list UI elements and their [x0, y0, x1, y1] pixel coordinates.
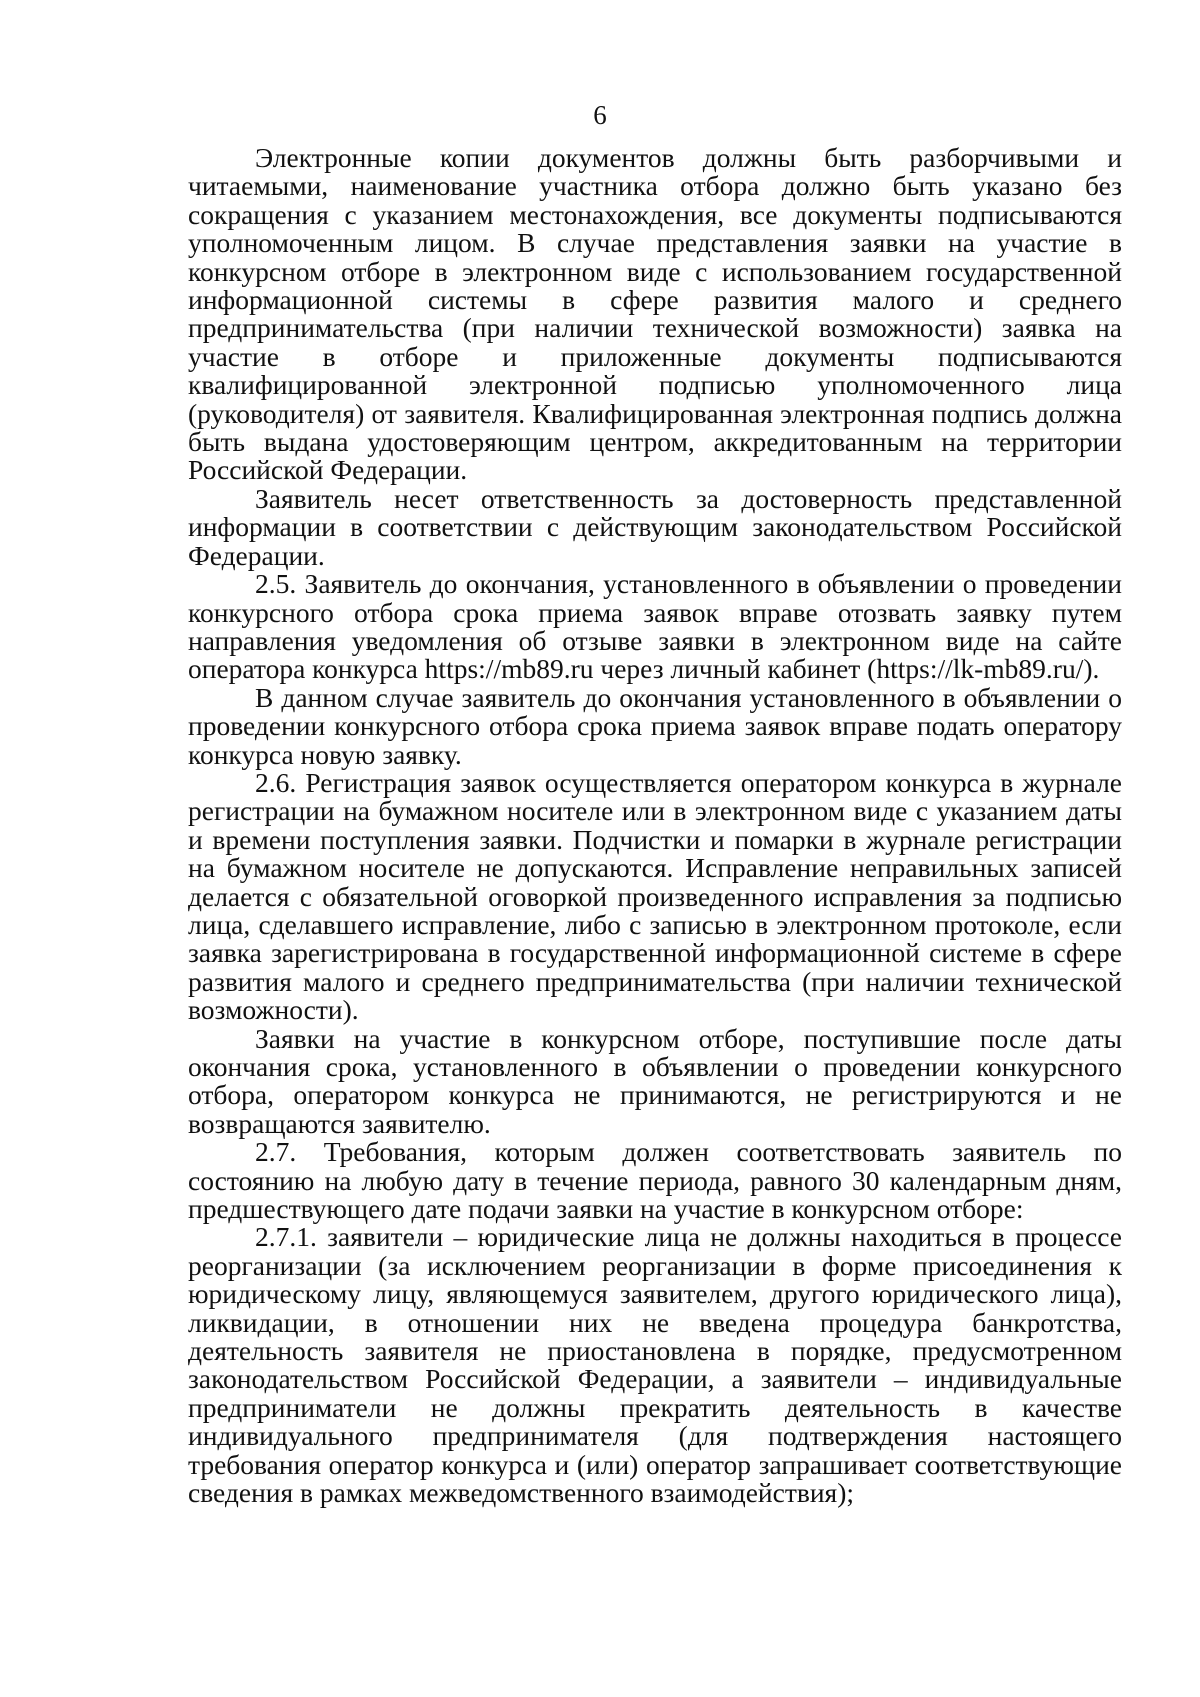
paragraph-2-6-registration: 2.6. Регистрация заявок осуществляется оператором конкурса в журнале регистрации на бумажном носителе или в электронном виде с указанием даты и времени поступления заявки. Подчистки и помарки в журнале регистрации на бумажном носителе не допускаются. Исправление неправильных записей делается с обязательной оговоркой произведенного исправления за подписью лица, сделавшего исправление, либо с записью в электронном протоколе, если заявка зарегистрирована в государственной информационной системе в сфере развития малого и среднего предпринимательства (при наличии технической возможности).	[188, 766, 1122, 1026]
paragraph-new-application: В данном случае заявитель до окончания установленного в объявлении о проведении конкурсного отбора срока приема заявок вправе подать оператору конкурса новую заявку.	[188, 681, 1122, 770]
paragraph-late-applications: Заявки на участие в конкурсном отборе, поступившие после даты окончания срока, установленного в объявлении о проведении конкурсного отбора, оператором конкурса не принимаются, не регистрируются и не возвращаются заявителю.	[188, 1022, 1122, 1139]
paragraph-2-7-1-legal-entities: 2.7.1. заявители – юридические лица не должны находиться в процессе реорганизации (за исключением реорганизации в форме присоединения к юридическому лицу, являющемуся заявителем, другого юридического лица), ликвидации, в отношении них не введена процедура банкротства, деятельность заявителя не приостановлена в порядке, предусмотренном законодательством Российской Федерации, а заявители – индивидуальные предприниматели не должны прекратить деятельность в качестве индивидуального предпринимателя (для подтверждения настоящего требования оператор конкурса и (или) оператор запрашивает соответствующие сведения в рамках межведомственного взаимодействия);	[188, 1221, 1122, 1509]
page-number: 6	[593, 100, 607, 130]
paragraph-applicant-responsibility: Заявитель несет ответственность за достоверность представленной информации в соответствии с действующим законодательством Российской Федерации.	[188, 482, 1122, 571]
paragraph-2-7-requirements: 2.7. Требования, которым должен соответствовать заявитель по состоянию на любую дату в течение периода, равного 30 календарным дням, предшествующего дате подачи заявки на участие в конкурсном отборе:	[188, 1136, 1122, 1225]
paragraph-2-5-withdrawal: 2.5. Заявитель до окончания, установленного в объявлении о проведении конкурсного отбора срока приема заявок вправе отозвать заявку путем направления уведомления об отзыве заявки в электронном виде на сайте оператора конкурса https://mb89.ru через личный кабинет (https://lk-mb89.ru/).	[188, 568, 1122, 685]
paragraph-electronic-copies: Электронные копии документов должны быть разборчивыми и читаемыми, наименование участника отбора должно быть указано без сокращения с указанием местонахождения, все документы подписываются уполномоченным лицом. В случае представления заявки на участие в конкурсном отборе в электронном виде с использованием государственной информационной системы в сфере развития малого и среднего предпринимательства (при наличии технической возможности) заявка на участие в отборе и приложенные документы подписываются квалифицированной электронной подписью уполномоченного лица (руководителя) от заявителя. Квалифицированная электронная подпись должна быть выдана удостоверяющим центром, аккредитованным на территории Российской Федерации.	[188, 142, 1122, 486]
document-body	[188, 144, 1122, 1508]
